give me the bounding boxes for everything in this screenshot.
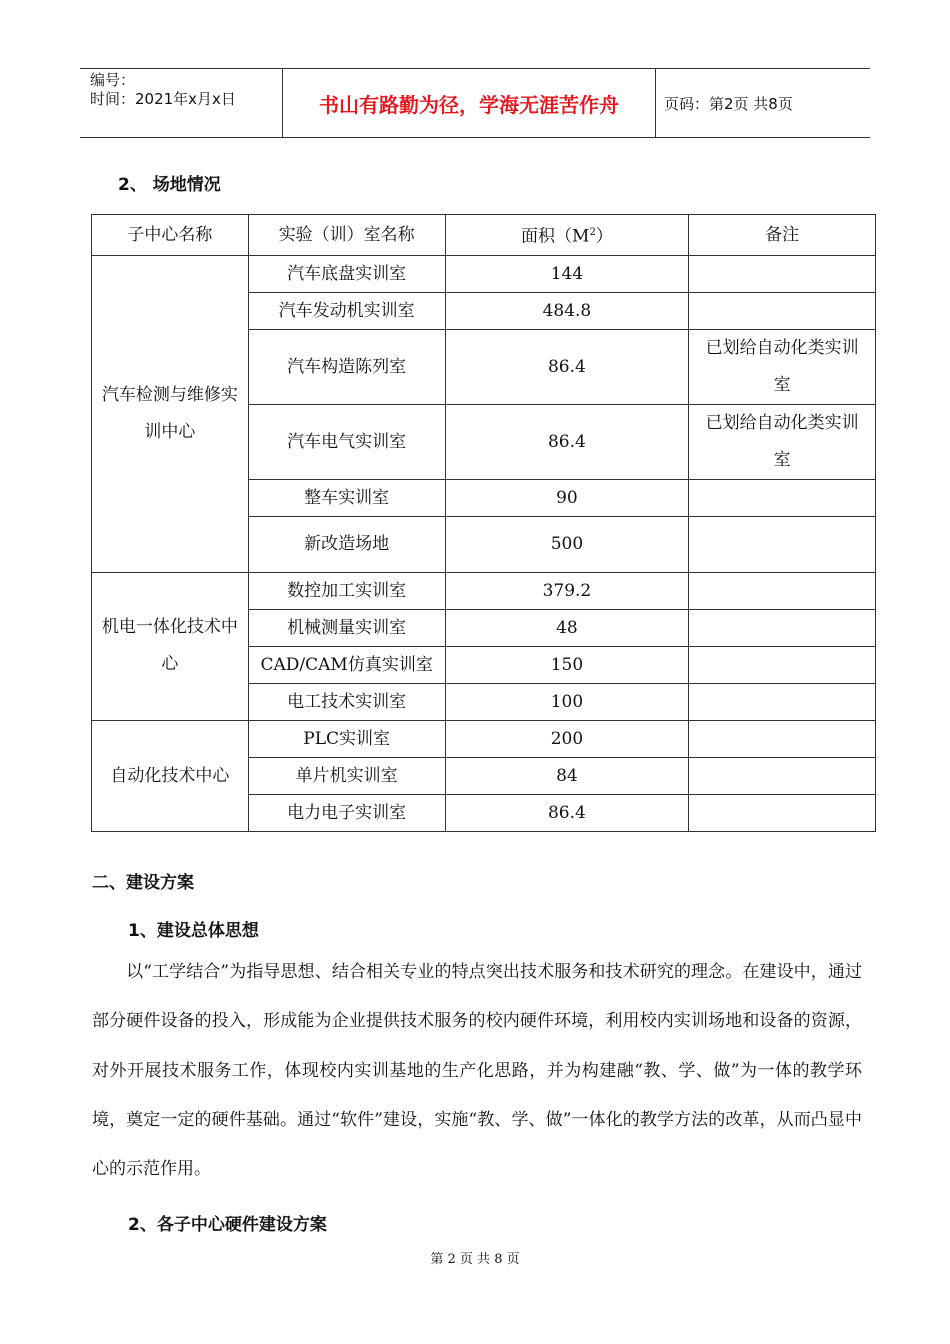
room-name-cell: 电工技术实训室	[248, 683, 445, 720]
room-name-cell: 电力电子实训室	[248, 794, 445, 831]
room-note-cell	[689, 683, 876, 720]
build-paragraph	[92, 948, 862, 1194]
room-name-cell: 汽车电气实训室	[248, 404, 445, 479]
room-area-cell: 200	[445, 720, 689, 757]
site-table	[91, 214, 876, 832]
section-build-heading: 二、建设方案	[92, 873, 194, 893]
page-footer: 第 2 页 共 8 页	[430, 1252, 520, 1267]
room-note-cell	[689, 516, 876, 572]
room-area-cell: 48	[445, 609, 689, 646]
room-name-cell: 数控加工实训室	[248, 572, 445, 609]
center-name-cell: 机电一体化技术中心	[92, 572, 249, 720]
build-paragraph-text: 以“工学结合”为指导思想、结合相关专业的特点突出技术服务和技术研究的理念。在建设中，通过部分硬件设备的投入，形成能为企业提供技术服务的校内硬件环境，利用校内实训场地和设备的资源，对外开展技术服务工作，体现校内实训基地的生产化思路，并为构建融“教、学、做”为一体的教学环境，奠定一定的硬件基础。通过“软件”建设，实施“教、学、做”一体化的教学方法的改革，从而凸显中心的示范作用。	[92, 962, 862, 1180]
section-build-sub1: 1、建设总体思想	[128, 921, 259, 941]
col-header-area: 面积$(M^2)$	[445, 215, 689, 256]
room-note-cell	[689, 572, 876, 609]
room-note-cell: 已划给自动化类实训室	[689, 404, 876, 479]
room-note-cell	[689, 479, 876, 516]
room-area-cell: 379.2	[445, 572, 689, 609]
room-name-cell: 汽车底盘实训室	[248, 255, 445, 292]
room-area-cell: 86.4	[445, 404, 689, 479]
room-name-cell: 新改造场地	[248, 516, 445, 572]
room-note-cell	[689, 609, 876, 646]
room-name-cell: 单片机实训室	[248, 757, 445, 794]
room-note-cell	[689, 720, 876, 757]
col-header-center: 子中心名称	[92, 215, 249, 256]
room-name-cell: 汽车发动机实训室	[248, 292, 445, 329]
col-header-room: 实验（训）室名称	[248, 215, 445, 256]
room-area-cell: 144	[445, 255, 689, 292]
doc-number-label: 编号：	[90, 71, 136, 89]
center-name-cell: 自动化技术中心	[92, 720, 249, 831]
room-area-cell: 84	[445, 757, 689, 794]
room-note-cell	[689, 757, 876, 794]
room-name-cell: CAD/CAM仿真实训室	[248, 646, 445, 683]
room-note-cell	[689, 794, 876, 831]
header-slogan: 书山有路勤为径，学海无涯苦作舟	[282, 69, 656, 137]
room-note-cell: 已划给自动化类实训室	[689, 329, 876, 404]
col-header-note: 备注	[689, 215, 876, 256]
section-build-sub2: 2、各子中心硬件建设方案	[128, 1215, 327, 1235]
room-note-cell	[689, 292, 876, 329]
room-area-cell: 500	[445, 516, 689, 572]
doc-time-label: 时间：2021年x月x日	[90, 90, 236, 108]
room-area-cell: 86.4	[445, 794, 689, 831]
room-name-cell: 机械测量实训室	[248, 609, 445, 646]
header-page-code	[664, 69, 870, 137]
section-site-heading: 2、 场地情况	[118, 175, 221, 195]
room-name-cell: 整车实训室	[248, 479, 445, 516]
room-name-cell: 汽车构造陈列室	[248, 329, 445, 404]
room-note-cell	[689, 646, 876, 683]
room-area-cell: 90	[445, 479, 689, 516]
room-name-cell: PLC实训室	[248, 720, 445, 757]
page-code-text: 页码：第2页 共8页	[664, 94, 793, 113]
center-name-cell: 汽车检测与维修实训中心	[92, 255, 249, 572]
room-area-cell: 100	[445, 683, 689, 720]
room-note-cell	[689, 255, 876, 292]
room-area-cell: 86.4	[445, 329, 689, 404]
page-header	[80, 68, 870, 138]
room-area-cell: 150	[445, 646, 689, 683]
room-area-cell: 484.8	[445, 292, 689, 329]
header-meta	[80, 69, 282, 137]
